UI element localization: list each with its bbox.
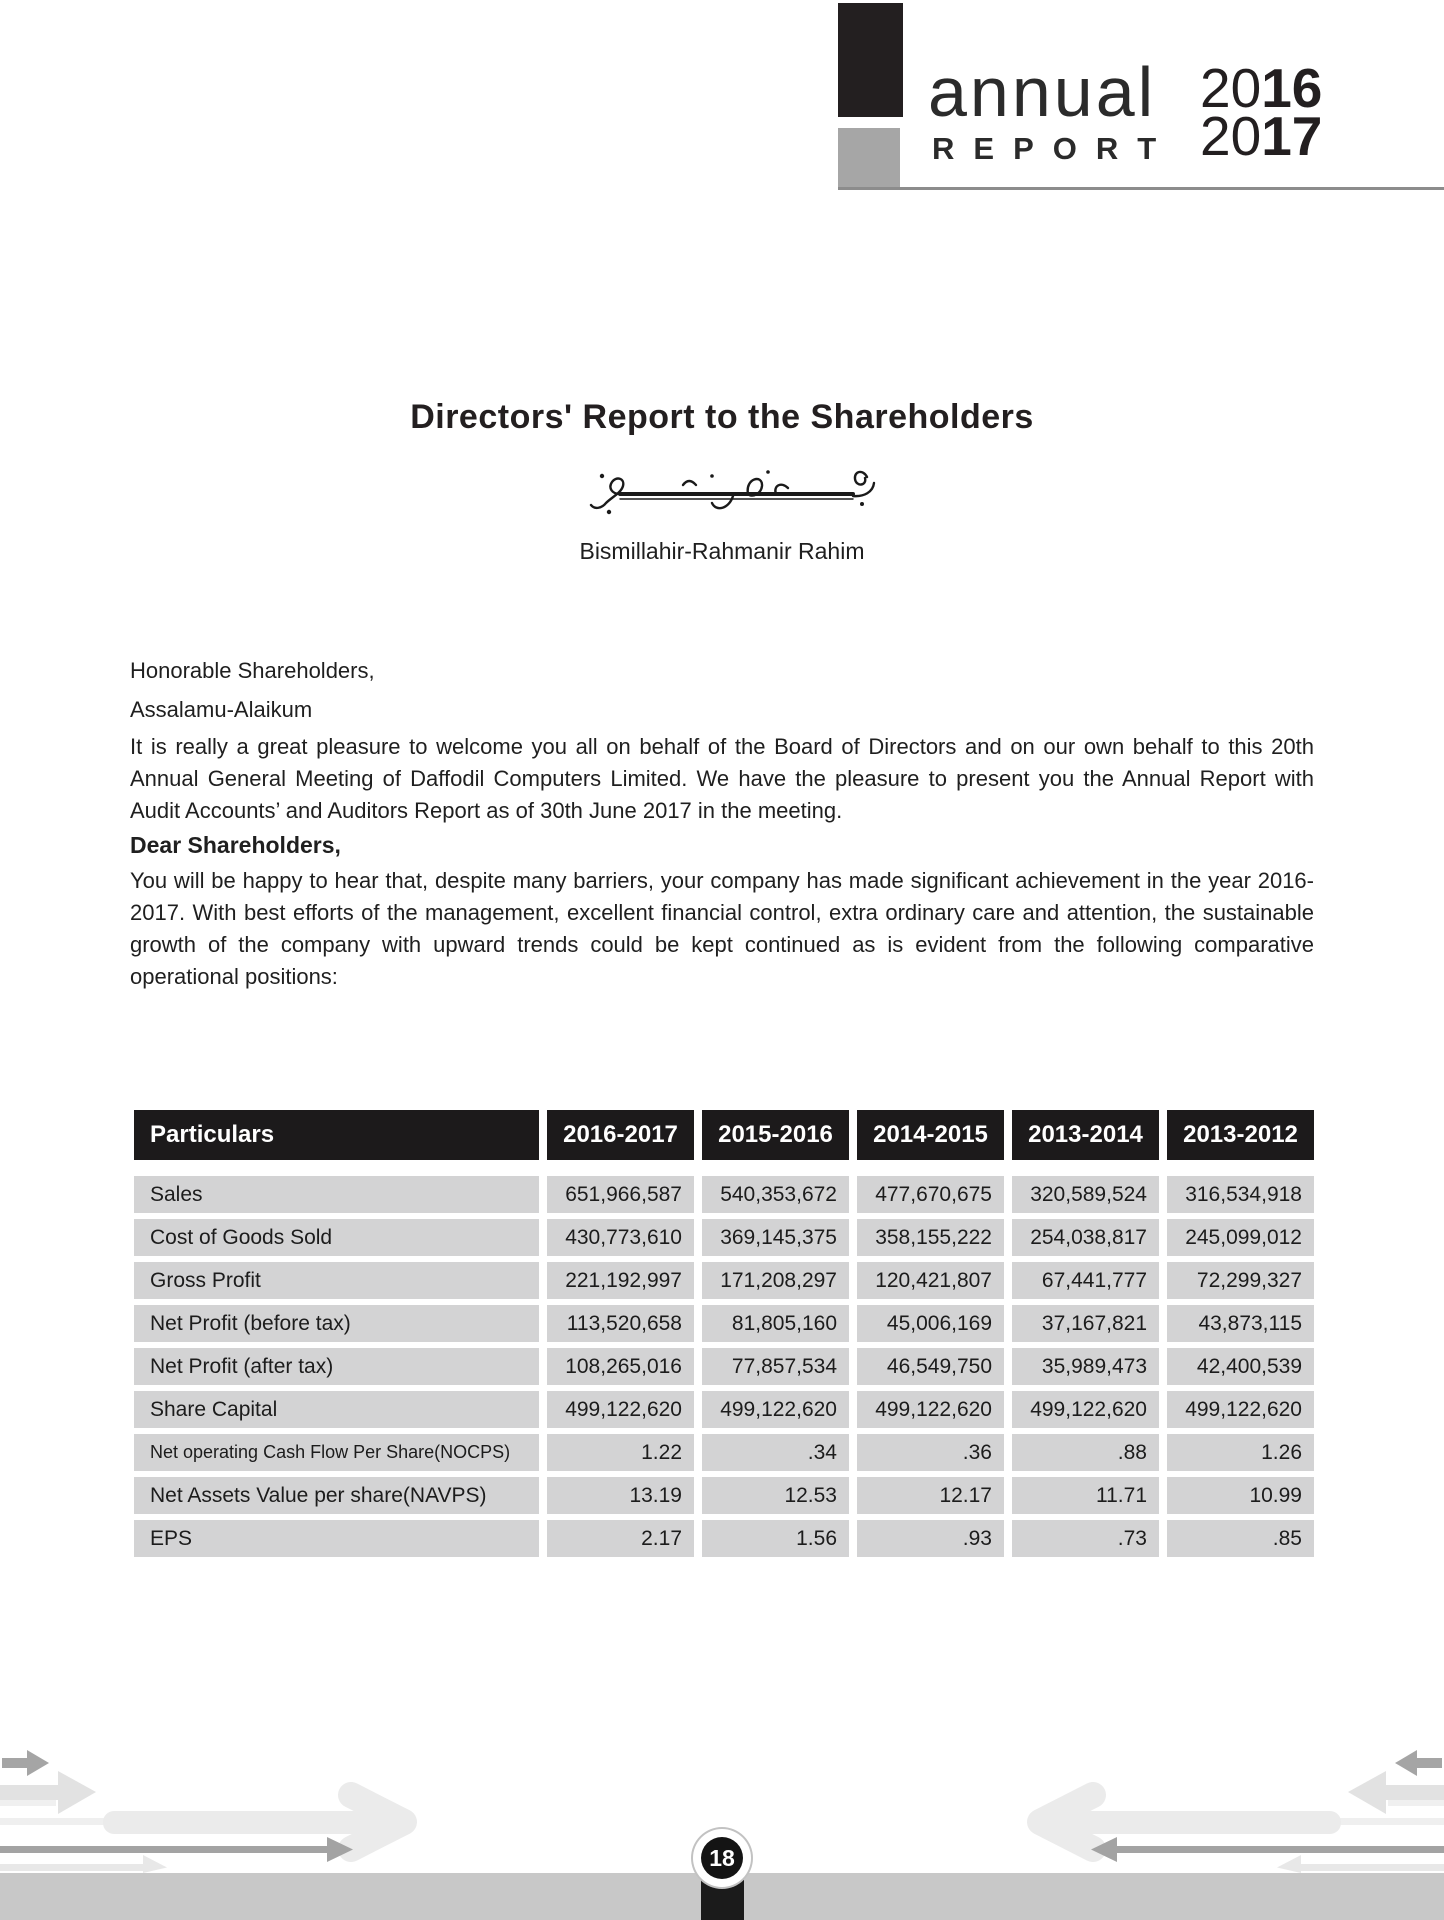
cell-value: 320,589,524 bbox=[1012, 1176, 1159, 1213]
cell-value: 46,549,750 bbox=[857, 1348, 1004, 1385]
cell-value: 540,353,672 bbox=[702, 1176, 849, 1213]
table-row-navps bbox=[134, 1477, 1314, 1514]
cell-value: 499,122,620 bbox=[547, 1391, 694, 1428]
bismillah-calligraphy-icon bbox=[562, 464, 882, 522]
footer-arrows-right-icon bbox=[0, 1750, 420, 1873]
header-cell-year-2014-2015: 2014-2015 bbox=[857, 1110, 1004, 1160]
cell-value: 499,122,620 bbox=[1167, 1391, 1314, 1428]
cell-value: 120,421,807 bbox=[857, 1262, 1004, 1299]
header-cell-particulars: Particulars bbox=[134, 1110, 539, 1160]
header-cell-year-2015-2016: 2015-2016 bbox=[702, 1110, 849, 1160]
table-row-cogs bbox=[134, 1219, 1314, 1256]
header-cell-year-2013-2012: 2013-2012 bbox=[1167, 1110, 1314, 1160]
cell-value: 2.17 bbox=[547, 1520, 694, 1557]
logo-black-block bbox=[838, 3, 903, 117]
footer-arrows-left-icon bbox=[1024, 1750, 1444, 1873]
cell-value: 108,265,016 bbox=[547, 1348, 694, 1385]
cell-value: .73 bbox=[1012, 1520, 1159, 1557]
row-label: Cost of Goods Sold bbox=[134, 1219, 539, 1256]
cell-value: 11.71 bbox=[1012, 1477, 1159, 1514]
cell-value: 72,299,327 bbox=[1167, 1262, 1314, 1299]
cell-value: 81,805,160 bbox=[702, 1305, 849, 1342]
page-number-badge bbox=[693, 1829, 751, 1887]
cell-value: 369,145,375 bbox=[702, 1219, 849, 1256]
row-label: Net Profit (before tax) bbox=[134, 1305, 539, 1342]
logo-annual-text: annual bbox=[928, 53, 1157, 131]
logo-gray-block bbox=[838, 128, 900, 188]
cell-value: 1.26 bbox=[1167, 1434, 1314, 1471]
cell-value: 651,966,587 bbox=[547, 1176, 694, 1213]
cell-value: 1.56 bbox=[702, 1520, 849, 1557]
row-label: Net Profit (after tax) bbox=[134, 1348, 539, 1385]
salutation-assalamu: Assalamu-Alaikum bbox=[130, 697, 313, 722]
cell-value: 477,670,675 bbox=[857, 1176, 1004, 1213]
cell-value: 499,122,620 bbox=[702, 1391, 849, 1428]
cell-value: 245,099,012 bbox=[1167, 1219, 1314, 1256]
cell-value: 35,989,473 bbox=[1012, 1348, 1159, 1385]
table-row-sales bbox=[134, 1176, 1314, 1213]
heading-dear-shareholders: Dear Shareholders, bbox=[130, 832, 341, 858]
salutation-honorable: Honorable Shareholders, bbox=[130, 658, 375, 683]
table-header-row bbox=[134, 1110, 1314, 1160]
cell-value: 499,122,620 bbox=[857, 1391, 1004, 1428]
cell-value: 45,006,169 bbox=[857, 1305, 1004, 1342]
header-cell-year-2016-2017: 2016-2017 bbox=[547, 1110, 694, 1160]
bismillah-transliteration: Bismillahir-Rahmanir Rahim bbox=[579, 538, 865, 564]
cell-value: .85 bbox=[1167, 1520, 1314, 1557]
cell-value: 42,400,539 bbox=[1167, 1348, 1314, 1385]
cell-value: 113,520,658 bbox=[547, 1305, 694, 1342]
logo-report-text: REPORT bbox=[932, 131, 1176, 166]
row-label: Gross Profit bbox=[134, 1262, 539, 1299]
header-rule bbox=[838, 187, 1444, 190]
cell-value: 499,122,620 bbox=[1012, 1391, 1159, 1428]
cell-value: .34 bbox=[702, 1434, 849, 1471]
table-row-gross-profit bbox=[134, 1262, 1314, 1299]
cell-value: 12.53 bbox=[702, 1477, 849, 1514]
cell-value: 10.99 bbox=[1167, 1477, 1314, 1514]
row-label: EPS bbox=[134, 1520, 539, 1557]
cell-value: 12.17 bbox=[857, 1477, 1004, 1514]
cell-value: 37,167,821 bbox=[1012, 1305, 1159, 1342]
table-row-net-profit-before-tax bbox=[134, 1305, 1314, 1342]
table-row-share-capital bbox=[134, 1391, 1314, 1428]
cell-value: 43,873,115 bbox=[1167, 1305, 1314, 1342]
cell-value: .88 bbox=[1012, 1434, 1159, 1471]
cell-value: 67,441,777 bbox=[1012, 1262, 1159, 1299]
cell-value: 358,155,222 bbox=[857, 1219, 1004, 1256]
table-row-net-profit-after-tax bbox=[134, 1348, 1314, 1385]
page-number: 18 bbox=[701, 1837, 743, 1879]
row-label: Net Assets Value per share(NAVPS) bbox=[134, 1477, 539, 1514]
logo-years bbox=[1200, 57, 1323, 167]
financial-table bbox=[134, 1110, 1314, 1563]
cell-value: 254,038,817 bbox=[1012, 1219, 1159, 1256]
logo-year-2016: 2016 bbox=[1200, 57, 1323, 119]
table-row-nocps bbox=[134, 1434, 1314, 1471]
header-cell-year-2013-2014: 2013-2014 bbox=[1012, 1110, 1159, 1160]
cell-value: .36 bbox=[857, 1434, 1004, 1471]
cell-value: 221,192,997 bbox=[547, 1262, 694, 1299]
paragraph-achievement: You will be happy to hear that, despite many barriers, your company has made significant achievement in the year 2016-2017. With best efforts of the management, excellent financial control, extra ordinary care and attention, the sustainable growth of the company with upward trends could be kept continued as is evident from the following comparative operational positions: bbox=[130, 868, 1314, 989]
paragraph-welcome: It is really a great pleasure to welcome you all on behalf of the Board of Directors and on our own behalf to this 20th Annual General Meeting of Daffodil Computers Limited. We have the pleasure to present you the Annual Report with Audit Accounts’ and Auditors Report as of 30th June 2017 in the meeting. bbox=[130, 734, 1314, 823]
cell-value: 316,534,918 bbox=[1167, 1176, 1314, 1213]
row-label: Sales bbox=[134, 1176, 539, 1213]
cell-value: 171,208,297 bbox=[702, 1262, 849, 1299]
logo-year-2017: 2017 bbox=[1200, 105, 1323, 167]
cell-value: 1.22 bbox=[547, 1434, 694, 1471]
letter-body bbox=[130, 655, 1314, 993]
row-label: Net operating Cash Flow Per Share(NOCPS) bbox=[134, 1434, 539, 1471]
cell-value: 430,773,610 bbox=[547, 1219, 694, 1256]
cell-value: 77,857,534 bbox=[702, 1348, 849, 1385]
row-label: Share Capital bbox=[134, 1391, 539, 1428]
table-row-eps bbox=[134, 1520, 1314, 1557]
cell-value: 13.19 bbox=[547, 1477, 694, 1514]
page-title: Directors' Report to the Shareholders bbox=[410, 398, 1034, 436]
cell-value: .93 bbox=[857, 1520, 1004, 1557]
